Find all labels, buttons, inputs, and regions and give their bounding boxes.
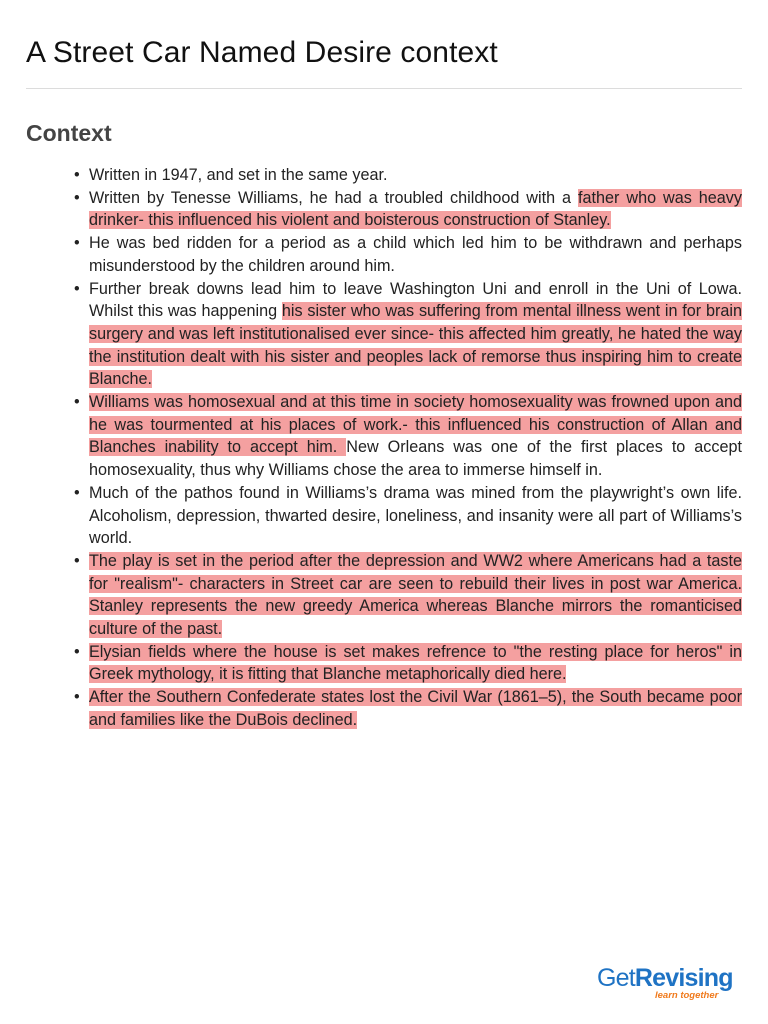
bullet-text: New Orleans was one of the first places to accept homosexuality, thus why Williams chose the area to immerse himself in. bbox=[89, 438, 742, 480]
bullet-text: Much of the pathos found in Williams’s drama was mined from the playwright’s own life. Alcoholism, depression, thwarted desire, loneliness, and insanity were all part of Williams’s world. bbox=[89, 483, 742, 548]
list-item bbox=[89, 550, 742, 641]
list-item bbox=[89, 164, 742, 187]
list-item bbox=[89, 686, 742, 731]
highlighted-text: Elysian fields where the house is set makes refrence to "the resting place for heros" in Greek mythology, it is fitting that Blanche metaphorically died here. bbox=[89, 642, 742, 684]
list-item bbox=[89, 482, 742, 550]
bullet-text: Further break downs lead him to leave Washington Uni and enroll in the Uni of Lowa. Whilst this was happening bbox=[89, 279, 742, 321]
logo-tagline: learn together bbox=[655, 990, 719, 1001]
section-heading: Context bbox=[26, 120, 112, 146]
bullet-text: He was bed ridden for a period as a child which led him to be withdrawn and perhaps misunderstood by the children around him. bbox=[89, 234, 742, 275]
context-bullet-list bbox=[89, 164, 742, 732]
bullet-text: Written by Tenesse Williams, he had a troubled childhood with a bbox=[89, 188, 579, 207]
title-divider bbox=[26, 88, 742, 89]
highlighted-text: father who was heavy drinker- this influenced his violent and boisterous construction of Stanley. bbox=[89, 188, 742, 230]
logo-name: Revising bbox=[634, 964, 733, 992]
bullet-text: Written in 1947, and set in the same year. bbox=[89, 166, 388, 184]
highlighted-text: After the Southern Confederate states lost the Civil War (1861–5), the South became poor and families like the DuBois declined. bbox=[89, 688, 742, 729]
list-item bbox=[89, 641, 742, 686]
highlighted-text: Williams was homosexual and at this time in society homosexuality was frowned upon and he was tourmented at his places of work.- this influenced his construction of Allan and Blanches inability to accept him. bbox=[89, 393, 742, 457]
logo-prefix: Get bbox=[597, 964, 635, 992]
list-item bbox=[89, 232, 742, 277]
list-item bbox=[89, 278, 742, 392]
list-item bbox=[89, 391, 742, 482]
page-title: A Street Car Named Desire context bbox=[26, 36, 498, 69]
list-item bbox=[89, 187, 742, 232]
getrevising-logo[interactable] bbox=[597, 963, 747, 1003]
logo-wordmark bbox=[597, 963, 733, 993]
highlighted-text: his sister who was suffering from mental illness went in for brain surgery and was left institutionalised ever since- this affected him greatly, he hated the way the institution dealt with his sister and peoples lack of remorse thus inspiring him to create Blanche. bbox=[89, 302, 742, 389]
highlighted-text: The play is set in the period after the depression and WW2 where Americans had a taste for "realism"- characters in Street car are seen to rebuild their lives in post war America. Stanley represents the new greedy America whereas Blanche mirrors the romanticised culture of the past. bbox=[89, 551, 742, 639]
